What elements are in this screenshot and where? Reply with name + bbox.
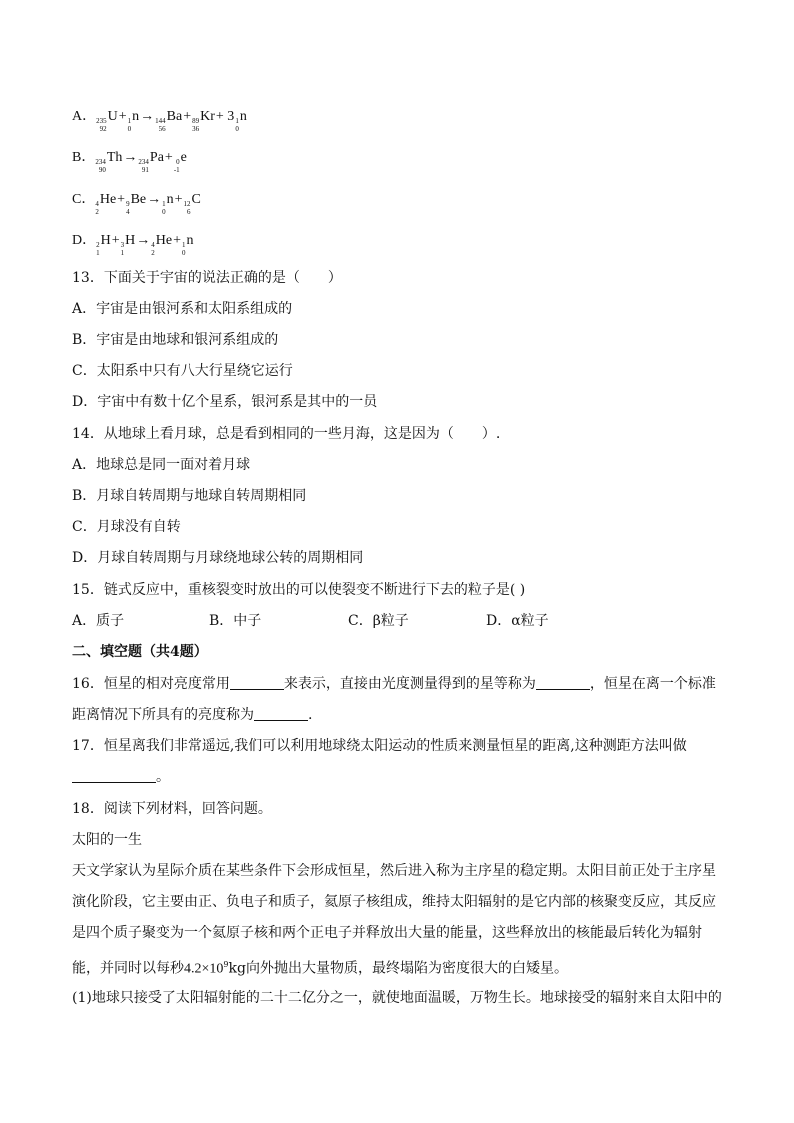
q16-text-1: 16．恒星的相对亮度常用 — [72, 676, 230, 692]
operator: + — [111, 233, 120, 248]
operator: + — [117, 192, 126, 207]
q16-blank-3[interactable] — [254, 706, 308, 721]
mass-number: 1 — [182, 241, 186, 249]
q17-line2 — [72, 767, 170, 787]
q17-text-end: 。 — [156, 769, 170, 785]
element-symbol: n — [239, 109, 247, 124]
nuclide — [95, 148, 122, 174]
nuclide — [182, 231, 194, 257]
q17-line1: 17．恒星离我们非常遥远,我们可以利用地球绕太阳运动的性质来测量恒星的距离,这种测距方法叫做 — [72, 738, 687, 754]
mass-number: 4 — [151, 241, 155, 249]
mass-number: 234 — [138, 158, 149, 166]
q18-l4-exponent: 9 — [223, 960, 229, 969]
q16-line1 — [72, 674, 716, 694]
q13-option-c: C．太阳系中只有八大行星绕它运行 — [72, 363, 293, 379]
q12-option-d — [72, 231, 194, 257]
element-symbol: He — [155, 233, 173, 248]
element-symbol: Be — [130, 192, 147, 207]
mass-number: 12 — [183, 200, 191, 208]
mass-number: 4 — [95, 200, 99, 208]
q18-stem: 18．阅读下列材料，回答问题。 — [72, 801, 272, 817]
q15-option-b: B．中子 — [209, 613, 262, 629]
q18-passage-line1: 天文学家认为星际介质在某些条件下会形成恒星，然后进入称为主序星的稳定期。太阳目前正处于主序星 — [72, 863, 716, 879]
q16-blank-1[interactable] — [230, 675, 284, 690]
q12-option-b — [72, 148, 187, 174]
atomic-number: 0 — [182, 249, 186, 257]
q13-option-a: A．宇宙是由银河系和太阳系组成的 — [72, 301, 293, 317]
mass-number: 1 — [235, 117, 239, 125]
atomic-number: 4 — [126, 208, 130, 216]
option-label: B． — [72, 150, 96, 165]
operator: → — [147, 192, 162, 207]
mass-number: 0 — [176, 158, 180, 166]
atomic-number: 0 — [127, 125, 132, 133]
atomic-number: 56 — [158, 125, 166, 133]
operator: + — [174, 192, 183, 207]
atomic-number: 90 — [98, 166, 106, 174]
q14-stem: 14．从地球上看月球，总是看到相同的一些月海，这是因为（ ）. — [72, 426, 501, 442]
element-symbol: Ba — [166, 109, 183, 124]
q15-option-a: A．质子 — [72, 613, 125, 629]
q15-stem: 15．链式反应中，重核裂变时放出的可以使裂变不断进行下去的粒子是( ) — [72, 582, 526, 598]
nuclide — [162, 190, 174, 216]
q13-option-b: B．宇宙是由地球和银河系组成的 — [72, 332, 279, 348]
nuclide — [128, 107, 140, 133]
q14-option-d: D．月球自转周期与月球绕地球公转的周期相同 — [72, 550, 364, 566]
operator: → — [140, 109, 155, 124]
option-label: A． — [72, 109, 97, 124]
operator: + — [118, 109, 127, 124]
element-symbol: Kr — [200, 109, 215, 124]
atomic-number: 0 — [235, 125, 239, 133]
element-symbol: n — [186, 233, 194, 248]
nuclide — [95, 190, 116, 216]
mass-number: 144 — [155, 117, 166, 125]
element-symbol: n — [166, 192, 174, 207]
element-symbol: He — [99, 192, 117, 207]
q18-l4-text-a: 能，并同时以每秒 — [72, 960, 184, 977]
element-symbol: e — [180, 150, 187, 165]
q16-text-5: . — [308, 707, 313, 723]
nuclide — [121, 231, 136, 257]
element-symbol: Pa — [149, 150, 164, 165]
atomic-number: 2 — [151, 249, 155, 257]
q16-line2 — [72, 705, 312, 725]
nuclide — [96, 107, 118, 133]
option-label: C． — [72, 192, 96, 207]
element-symbol: Th — [106, 150, 123, 165]
q18-l4-number: 4.2×10 — [184, 961, 224, 977]
nuclide — [151, 231, 172, 257]
mass-number: 2 — [96, 241, 100, 249]
q13-stem: 13．下面关于宇宙的说法正确的是（ ） — [72, 270, 342, 286]
q18-passage-title: 太阳的一生 — [72, 832, 142, 848]
q16-text-3: ，恒星在离一个标准 — [589, 676, 716, 692]
q18-passage-line4 — [72, 955, 568, 980]
section-heading: 二、填空题（共4题） — [72, 644, 208, 660]
atomic-number: 91 — [141, 166, 149, 174]
nuclide — [235, 107, 247, 133]
element-symbol: n — [132, 109, 140, 124]
element-symbol: U — [107, 109, 118, 124]
nuclide — [138, 148, 164, 174]
mass-number: 234 — [95, 158, 106, 166]
operator: → — [123, 150, 138, 165]
q14-option-c: C．月球没有自转 — [72, 519, 181, 535]
operator: → — [136, 233, 151, 248]
mass-number: 1 — [127, 117, 132, 125]
atomic-number: 1 — [120, 249, 125, 257]
atomic-number: 6 — [187, 208, 191, 216]
q17-blank[interactable] — [72, 768, 156, 783]
q15-option-d: D．α粒子 — [486, 613, 549, 629]
q15-option-c: C．β粒子 — [348, 613, 409, 629]
operator: + — [183, 109, 192, 124]
operator: + — [173, 233, 182, 248]
q18-l4-text-b: kg向外抛出大量物质，最终塌陷为密度很大的白矮星。 — [228, 960, 568, 977]
element-symbol: C — [191, 192, 201, 207]
nuclide — [155, 107, 182, 133]
q18-passage-line2: 演化阶段，它主要由正、负电子和质子，氦原子核组成，维持太阳辐射的是它内部的核聚变反应，其反应 — [72, 894, 716, 910]
q16-text-4: 距离情况下所具有的亮度称为 — [72, 707, 254, 723]
mass-number: 235 — [96, 117, 107, 125]
element-symbol: H — [125, 233, 136, 248]
nuclide — [184, 190, 201, 216]
q13-option-d: D．宇宙中有数十亿个星系，银河系是其中的一员 — [72, 394, 378, 410]
nuclide — [96, 231, 111, 257]
nuclide — [174, 148, 187, 174]
mass-number: 9 — [126, 200, 130, 208]
q14-option-a: A．地球总是同一面对着月球 — [72, 457, 251, 473]
q14-option-b: B．月球自转周期与地球自转周期相同 — [72, 488, 307, 504]
atomic-number: 0 — [162, 208, 166, 216]
q16-blank-2[interactable] — [536, 675, 590, 690]
nuclide — [192, 107, 215, 133]
mass-number: 3 — [120, 241, 125, 249]
operator: + 3 — [215, 109, 235, 124]
atomic-number: 2 — [95, 208, 99, 216]
q12-option-a — [72, 107, 247, 133]
atomic-number: 36 — [192, 125, 200, 133]
atomic-number: 92 — [99, 125, 107, 133]
q18-passage-line3: 是四个质子聚变为一个氦原子核和两个正电子并释放出大量的能量，这些释放出的核能最后转化为辐射 — [72, 925, 702, 941]
q18-subquestion-1: (1)地球只接受了太阳辐射能的二十二亿分之一，就使地面温暖，万物生长。地球接受的辐射来自太阳中的 — [72, 990, 722, 1006]
element-symbol: H — [100, 233, 111, 248]
q12-option-c — [72, 190, 201, 216]
q16-text-2: 来表示，直接由光度测量得到的星等称为 — [283, 676, 536, 692]
operator: + — [164, 150, 173, 165]
atomic-number: -1 — [173, 166, 180, 174]
mass-number: 1 — [162, 200, 166, 208]
option-label: D． — [72, 233, 97, 248]
mass-number: 89 — [192, 117, 200, 125]
nuclide — [126, 190, 146, 216]
atomic-number: 1 — [96, 249, 100, 257]
